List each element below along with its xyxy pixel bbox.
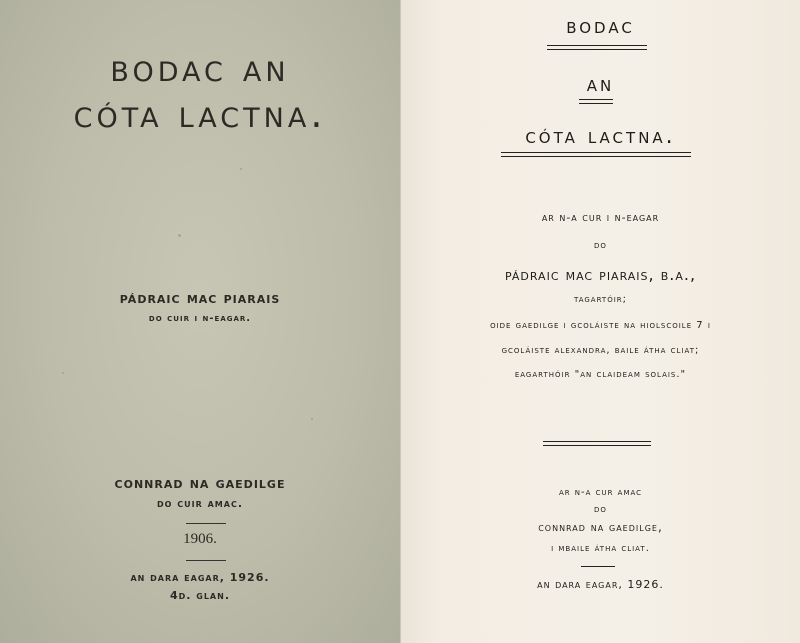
title-page-line3: cóta lactna.: [525, 124, 676, 149]
by-line: do: [594, 240, 607, 251]
cover-publisher: connrad na gaedilge: [114, 474, 286, 492]
edited-by-line: ar n-a cur i n-eagar: [541, 211, 660, 224]
title-page: [400, 0, 800, 643]
cover-edition: an dara eagar, 1926.: [130, 571, 270, 584]
editor-affiliation-1: oide gaedilge i gcoláiste na hiolscoile 7 i: [490, 320, 711, 331]
cover-edited-note: do cuir i n-eagar.: [148, 313, 252, 324]
published-line-1: ar n-a cur amac: [558, 487, 643, 498]
title-underline-3: [501, 152, 691, 157]
publisher-place: i mbaile átha cliat.: [551, 543, 650, 554]
editor-role: tagartóir;: [573, 294, 628, 305]
cover-divider-bottom: [186, 560, 226, 561]
cover-year: 1906.: [183, 531, 217, 547]
published-line-2: do: [594, 504, 607, 515]
editor-name: pádraic mac piarais, b.a.,: [504, 265, 697, 284]
editor-affiliation-3: eagarthóir "an claideam solais.": [514, 369, 687, 380]
editor-affiliation-2: gcoláiste alexandra, baile átha cliat;: [501, 345, 700, 356]
title-underline-2: [579, 99, 613, 104]
cover-divider-top: [186, 523, 226, 524]
title-underline-1: [547, 45, 647, 50]
title-page-line2: an: [586, 72, 615, 97]
title-page-line1: bodac: [566, 14, 635, 39]
cover-title-line1: bodac an: [110, 46, 290, 90]
title-page-edition: an dara eagar, 1926.: [537, 578, 664, 591]
publisher-name: connrad na gaedilge,: [538, 520, 663, 534]
cover-publisher-note: do cuir amac.: [157, 497, 243, 510]
title-page-short-rule: [581, 566, 615, 567]
cover-price: 4d. glan.: [169, 589, 231, 602]
cover-author: pádraic mac piarais: [119, 289, 281, 307]
cover-title-line2: cóta lactna.: [73, 92, 327, 136]
section-divider: [543, 441, 651, 446]
